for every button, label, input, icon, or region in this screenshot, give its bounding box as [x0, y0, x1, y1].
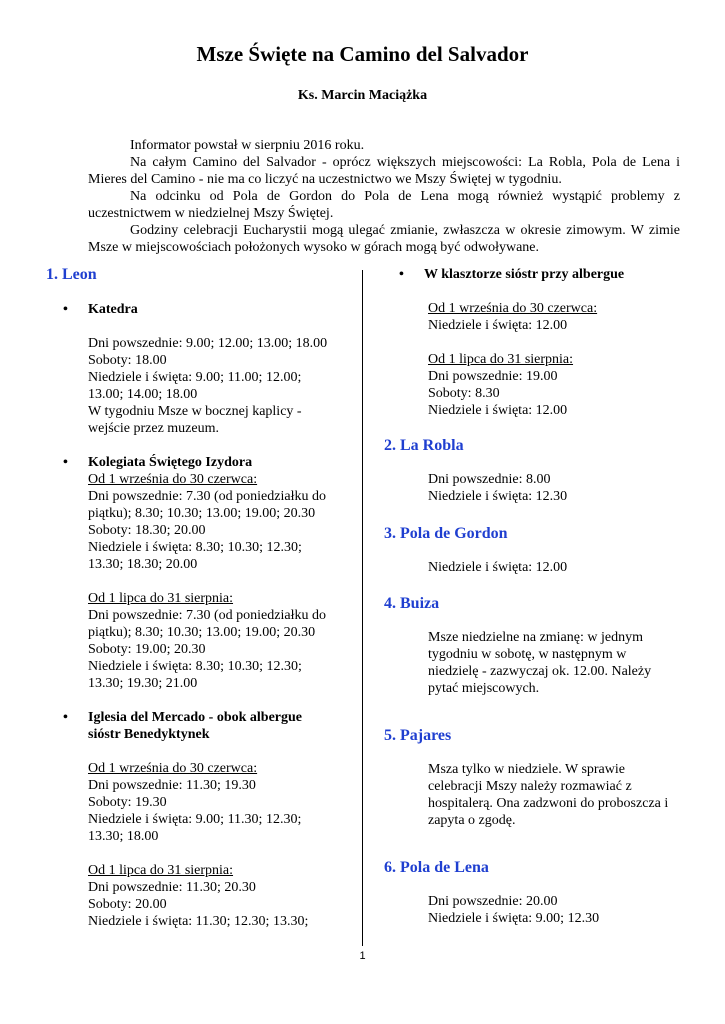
period-label: Od 1 lipca do 31 sierpnia:	[88, 591, 234, 606]
document-title: Msze Święte na Camino del Salvador	[196, 42, 529, 66]
schedule-line: Soboty: 19.00; 20.30	[88, 642, 206, 657]
schedule-line: Dni powszednie: 20.00	[428, 894, 558, 909]
church-klasztor	[380, 266, 684, 283]
schedule-line: Dni powszednie: 9.00; 12.00; 13.00; 18.00	[88, 336, 328, 351]
schedule-line: Soboty: 20.00	[88, 897, 167, 912]
period-label: Od 1 września do 30 czerwca:	[88, 761, 258, 776]
schedule-pola-de-lena	[384, 893, 684, 927]
schedule-line: Niedziele i święta: 9.00; 11.00; 12.00;	[88, 370, 302, 385]
schedule-pajares	[384, 761, 684, 829]
bullet-icon: •	[399, 267, 404, 282]
schedule-buiza	[384, 629, 684, 697]
schedule-line: celebracji Mszy należy rozmawiać z	[428, 779, 632, 794]
schedule-mercado	[44, 760, 344, 930]
schedule-line: Dni powszednie: 7.30 (od poniedziałku do	[88, 489, 326, 504]
section-heading-pajares: 5. Pajares	[384, 727, 452, 744]
section-heading-pola-de-lena: 6. Pola de Lena	[384, 859, 489, 876]
left-column	[44, 266, 344, 930]
bullet-icon: •	[63, 455, 68, 470]
section-heading-pola-de-gordon: 3. Pola de Gordon	[384, 525, 508, 542]
church-name: sióstr Benedyktynek	[88, 727, 210, 742]
schedule-line: Niedziele i święta: 8.30; 10.30; 12.30;	[88, 540, 302, 555]
period-label: Od 1 lipca do 31 sierpnia:	[88, 863, 234, 878]
schedule-line: Niedziele i święta: 12.00	[428, 403, 568, 418]
schedule-line: Niedziele i święta: 8.30; 10.30; 12.30;	[88, 659, 302, 674]
period-label: Od 1 września do 30 czerwca:	[88, 472, 258, 487]
church-name: W klasztorze sióstr przy albergue	[424, 267, 625, 282]
schedule-line: Dni powszednie: 11.30; 19.30	[88, 778, 256, 793]
bullet-icon: •	[63, 302, 68, 317]
schedule-line: 13.30; 18.30; 20.00	[88, 557, 198, 572]
bullet-icon: •	[63, 710, 68, 725]
church-katedra	[44, 301, 344, 318]
schedule-line: pytać miejscowych.	[428, 681, 540, 696]
schedule-line: zapyta o zgodę.	[428, 813, 516, 828]
section-heading-leon: 1. Leon	[46, 266, 97, 283]
page-number: 1	[359, 950, 366, 962]
schedule-line: Soboty: 18.30; 20.00	[88, 523, 206, 538]
intro-block	[88, 137, 680, 256]
column-divider	[362, 270, 363, 946]
schedule-line: Dni powszednie: 7.30 (od poniedziałku do	[88, 608, 326, 623]
schedule-line: Niedziele i święta: 12.00	[428, 318, 568, 333]
schedule-line: hospitalerą. Ona zadzwoni do proboszcza i	[428, 796, 669, 811]
schedule-line: Niedziele i święta: 9.00; 12.30	[428, 911, 600, 926]
schedule-line: wejście przez muzeum.	[88, 421, 219, 436]
church-kolegiata	[44, 454, 344, 471]
schedule-line: Soboty: 8.30	[428, 386, 500, 401]
schedule-line: Dni powszednie: 19.00	[428, 369, 558, 384]
church-mercado	[44, 709, 344, 743]
church-name: Katedra	[88, 302, 138, 317]
schedule-kolegiata	[44, 471, 344, 692]
schedule-la-robla	[384, 471, 684, 505]
period-label: Od 1 września do 30 czerwca:	[428, 301, 598, 316]
section-heading-la-robla: 2. La Robla	[384, 437, 464, 454]
schedule-line: 13.30; 18.00	[88, 829, 159, 844]
schedule-line: Dni powszednie: 11.30; 20.30	[88, 880, 256, 895]
schedule-pola-de-gordon	[384, 559, 684, 576]
schedule-line: Niedziele i święta: 12.30	[428, 489, 568, 504]
intro-paragraph: Na całym Camino del Salvador - oprócz większych miejscowości: La Robla, Pola de Lena i Mieres del Camino - nie ma co liczyć na uczestnictwo we Mszy Świętej w tygodniu.	[88, 155, 680, 187]
intro-paragraph: Na odcinku od Pola de Gordon do Pola de Lena mogą również wystąpić problemy z uczestnictwem w niedzielnej Mszy Świętej.	[88, 189, 680, 221]
schedule-line: Msza tylko w niedziele. W sprawie	[428, 762, 625, 777]
schedule-line: piątku); 8.30; 10.30; 13.00; 19.00; 20.30	[88, 506, 316, 521]
schedule-line: Niedziele i święta: 12.00	[428, 560, 568, 575]
schedule-line: 13.30; 19.30; 21.00	[88, 676, 198, 691]
church-name: Iglesia del Mercado - obok albergue	[88, 710, 303, 725]
schedule-line: tygodniu w sobotę, w następnym w	[428, 647, 627, 662]
church-name: Kolegiata Świętego Izydora	[88, 455, 253, 470]
schedule-line: Dni powszednie: 8.00	[428, 472, 551, 487]
schedule-line: W tygodniu Msze w bocznej kaplicy -	[88, 404, 302, 419]
period-label: Od 1 lipca do 31 sierpnia:	[428, 352, 574, 367]
schedule-line: Niedziele i święta: 9.00; 11.30; 12.30;	[88, 812, 302, 827]
schedule-line: niedzielę - zazwyczaj ok. 12.00. Należy	[428, 664, 652, 679]
schedule-line: 13.00; 14.00; 18.00	[88, 387, 198, 402]
intro-paragraph: Informator powstał w sierpniu 2016 roku.	[130, 138, 365, 153]
document-author: Ks. Marcin Maciążka	[297, 88, 428, 103]
schedule-klasztor	[384, 300, 684, 419]
schedule-line: Msze niedzielne na zmianę: w jednym	[428, 630, 643, 645]
schedule-line: piątku); 8.30; 10.30; 13.00; 19.00; 20.30	[88, 625, 316, 640]
right-column	[384, 266, 684, 927]
schedule-line: Niedziele i święta: 11.30; 12.30; 13.30;	[88, 914, 309, 929]
schedule-katedra	[44, 335, 344, 437]
schedule-line: Soboty: 19.30	[88, 795, 167, 810]
intro-paragraph: Godziny celebracji Eucharystii mogą ulegać zmianie, zwłaszcza w okresie zimowym. W zimie Msze w miejscowościach położonych wysoko w górach mogą być odwoływane.	[88, 223, 680, 255]
schedule-line: Soboty: 18.00	[88, 353, 167, 368]
section-heading-buiza: 4. Buiza	[384, 595, 440, 612]
